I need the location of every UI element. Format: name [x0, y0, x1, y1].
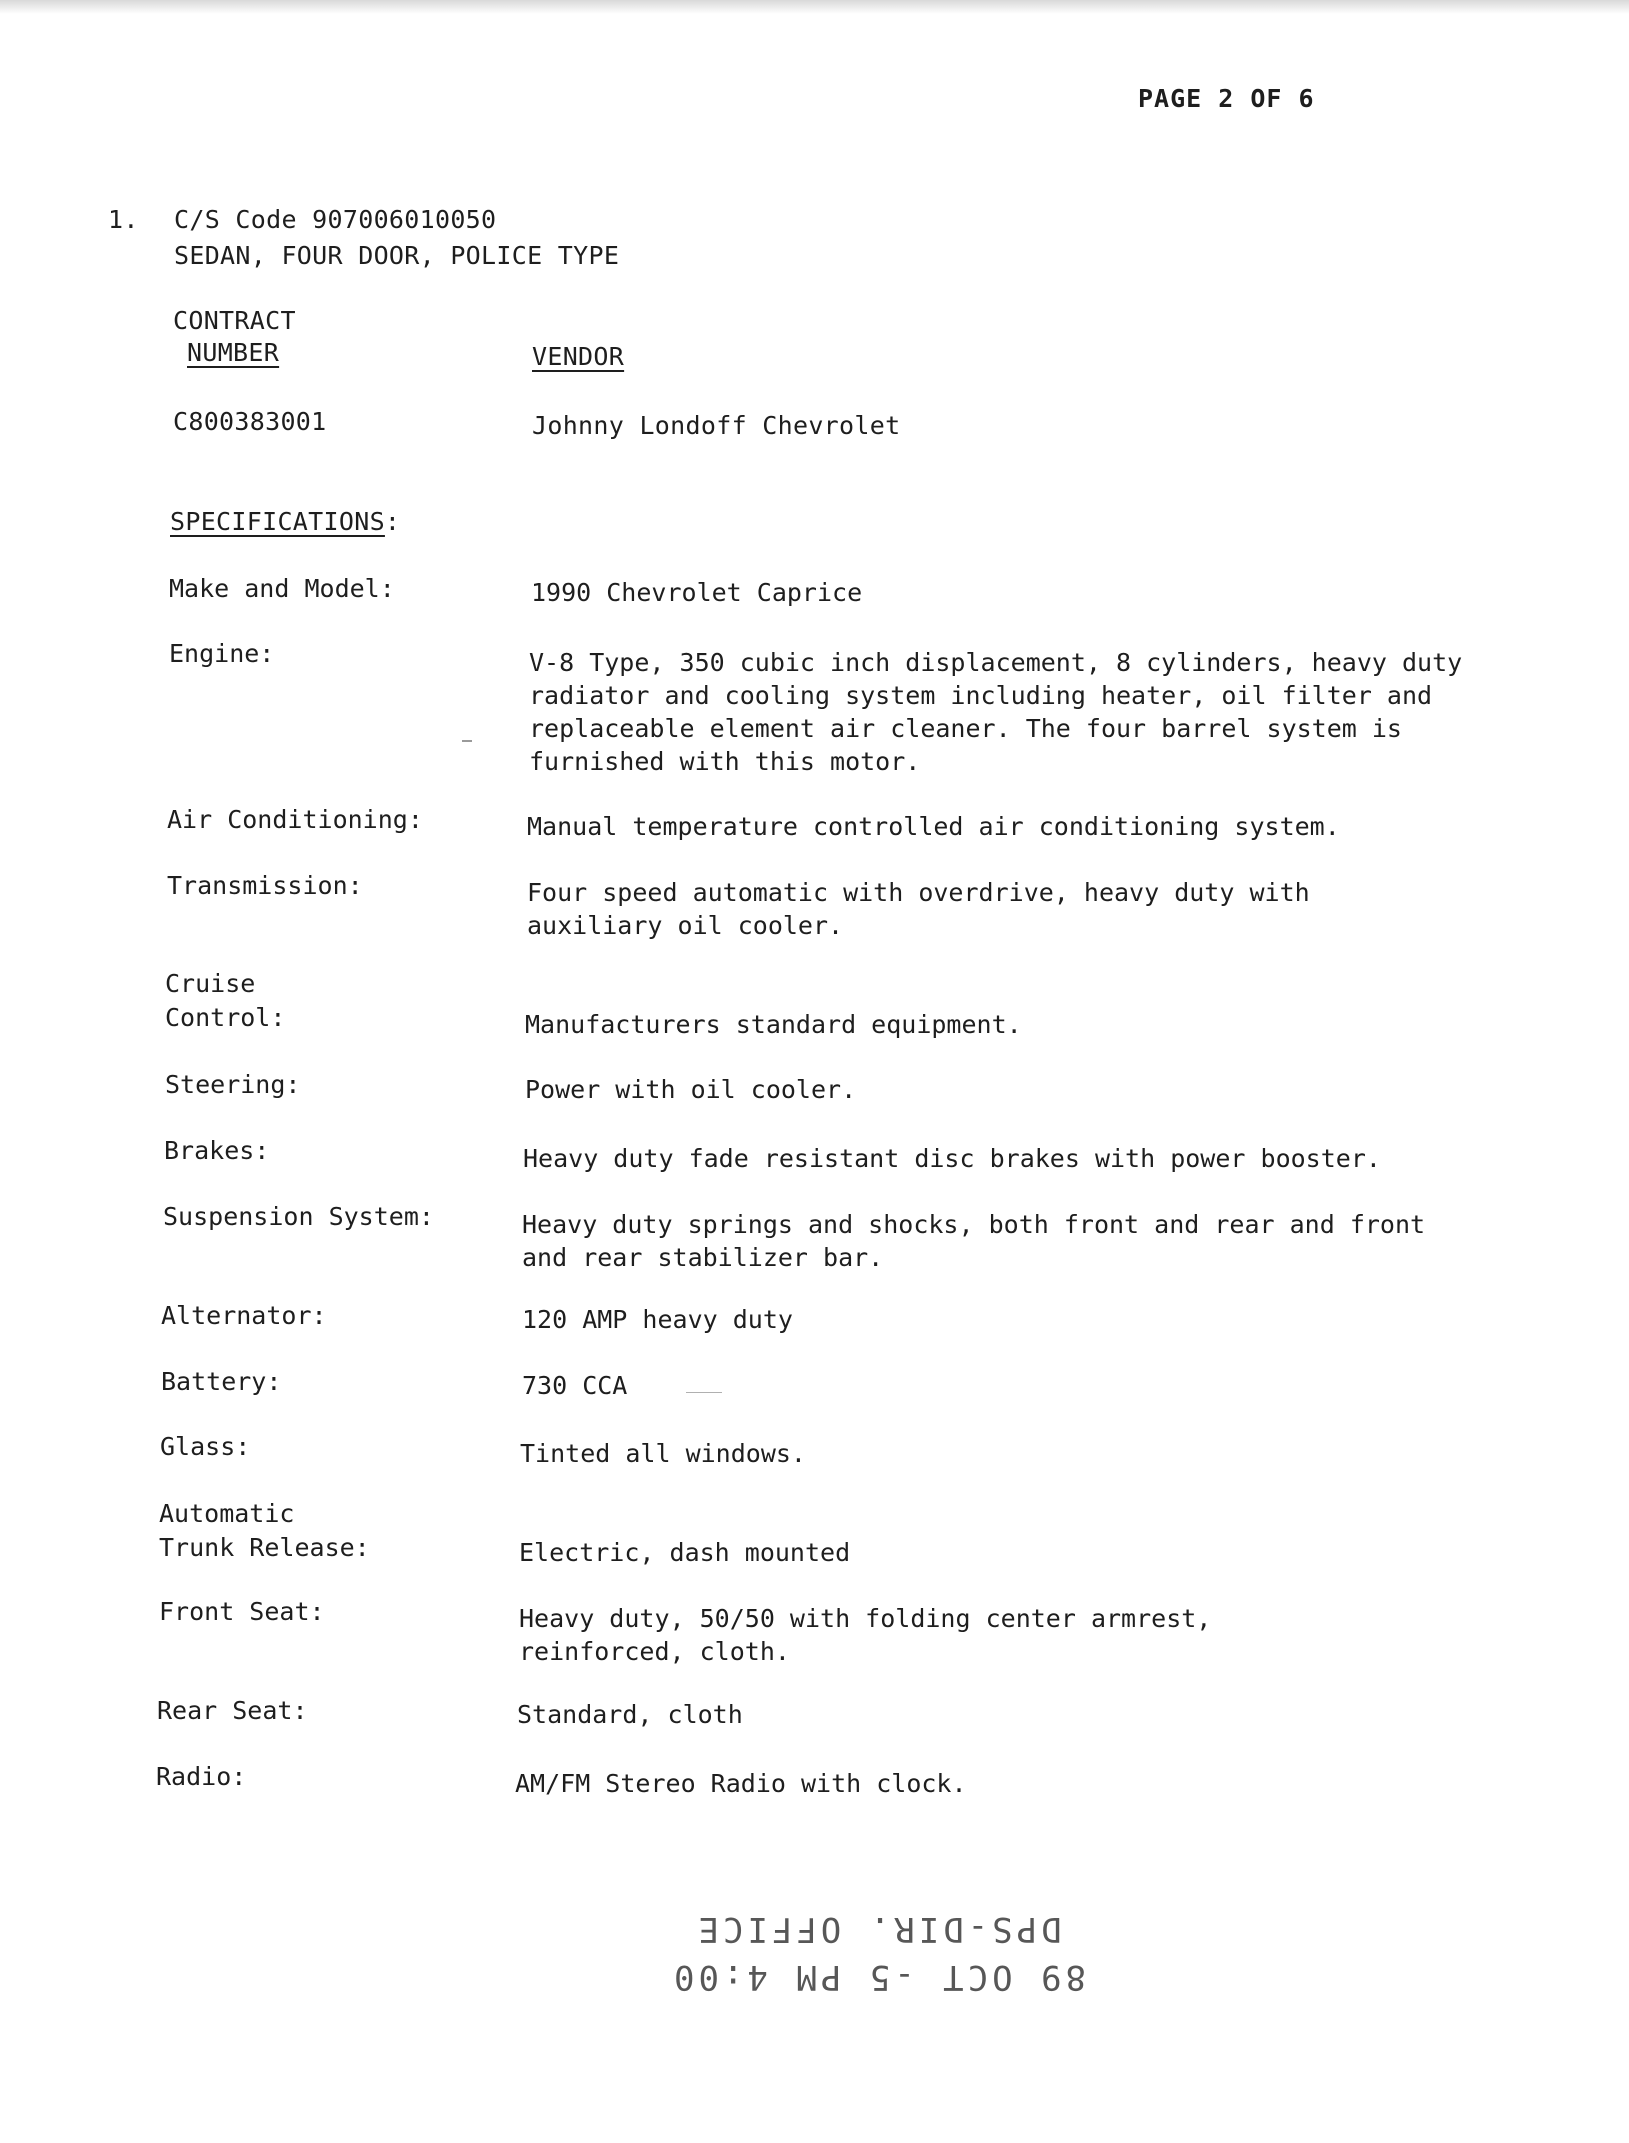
stamp-line-date: 89 OCT -5 PM 4:00 [670, 1957, 1086, 1997]
stamp-line-office: DPS-DIR. OFFICE [694, 1909, 1062, 1949]
contract-header-line2: NUMBER [187, 338, 280, 367]
specifications-colon: : [384, 507, 401, 536]
spec-value-glass: Tinted all windows. [520, 1439, 806, 1468]
spec-value-cruise-control: Manufacturers standard equipment. [525, 1010, 1022, 1039]
spec-label-battery: Battery: [161, 1367, 282, 1396]
contract-header-line1: CONTRACT [173, 306, 296, 335]
cs-code: C/S Code 907006010050 [174, 205, 497, 234]
spec-label-trunk-line2: Trunk Release: [159, 1533, 370, 1562]
spec-label-transmission: Transmission: [167, 871, 363, 900]
spec-label-radio: Radio: [156, 1762, 247, 1791]
item-number: 1. [108, 205, 139, 234]
specifications-title: SPECIFICATIONS [170, 507, 385, 536]
spec-value-make-model: 1990 Chevrolet Caprice [531, 578, 863, 607]
spec-label-air-conditioning: Air Conditioning: [167, 805, 423, 834]
received-stamp [670, 1905, 1086, 2001]
spec-label-trunk-line1: Automatic [159, 1499, 295, 1528]
spec-value-front-seat: Heavy duty, 50/50 with folding center armrest, reinforced, cloth. [519, 1604, 1212, 1666]
spec-label-engine: Engine: [169, 639, 275, 668]
scan-mark [686, 1392, 722, 1393]
spec-value-brakes: Heavy duty fade resistant disc brakes with power booster. [523, 1144, 1381, 1173]
spec-value-suspension: Heavy duty springs and shocks, both front and rear and front and rear stabilizer bar. [522, 1210, 1426, 1272]
vendor-name: Johnny Londoff Chevrolet [532, 411, 901, 440]
spec-value-transmission: Four speed automatic with overdrive, heavy duty with auxiliary oil cooler. [527, 878, 1310, 940]
spec-value-rear-seat: Standard, cloth [517, 1700, 743, 1729]
scan-mark [462, 740, 472, 742]
page-number: PAGE 2 OF 6 [1138, 84, 1315, 113]
spec-value-engine: V-8 Type, 350 cubic inch displacement, 8 cylinders, heavy duty radiator and cooling system including heater, oil filter and replaceable element air cleaner. The four barrel system is furnished with this motor. [529, 648, 1463, 776]
item-description: SEDAN, FOUR DOOR, POLICE TYPE [174, 241, 620, 270]
spec-label-rear-seat: Rear Seat: [157, 1696, 308, 1725]
spec-value-trunk-release: Electric, dash mounted [519, 1538, 851, 1567]
spec-label-make-model: Make and Model: [169, 574, 395, 603]
scan-top-edge [0, 0, 1629, 14]
spec-label-brakes: Brakes: [164, 1136, 270, 1165]
contract-number: C800383001 [173, 407, 327, 436]
spec-value-radio: AM/FM Stereo Radio with clock. [515, 1769, 967, 1798]
specifications-heading [170, 505, 400, 538]
spec-label-front-seat: Front Seat: [159, 1597, 325, 1626]
spec-label-suspension: Suspension System: [163, 1202, 434, 1231]
spec-value-alternator: 120 AMP heavy duty [522, 1305, 793, 1334]
spec-label-cruise-line1: Cruise [165, 969, 256, 998]
spec-value-air-conditioning: Manual temperature controlled air conditioning system. [527, 812, 1340, 841]
spec-value-steering: Power with oil cooler. [525, 1075, 857, 1104]
spec-label-cruise-line2: Control: [165, 1003, 286, 1032]
spec-label-steering: Steering: [165, 1070, 301, 1099]
spec-value-battery: 730 CCA [522, 1371, 628, 1400]
vendor-header: VENDOR [532, 342, 625, 371]
spec-label-alternator: Alternator: [161, 1301, 327, 1330]
spec-label-glass: Glass: [160, 1432, 251, 1461]
